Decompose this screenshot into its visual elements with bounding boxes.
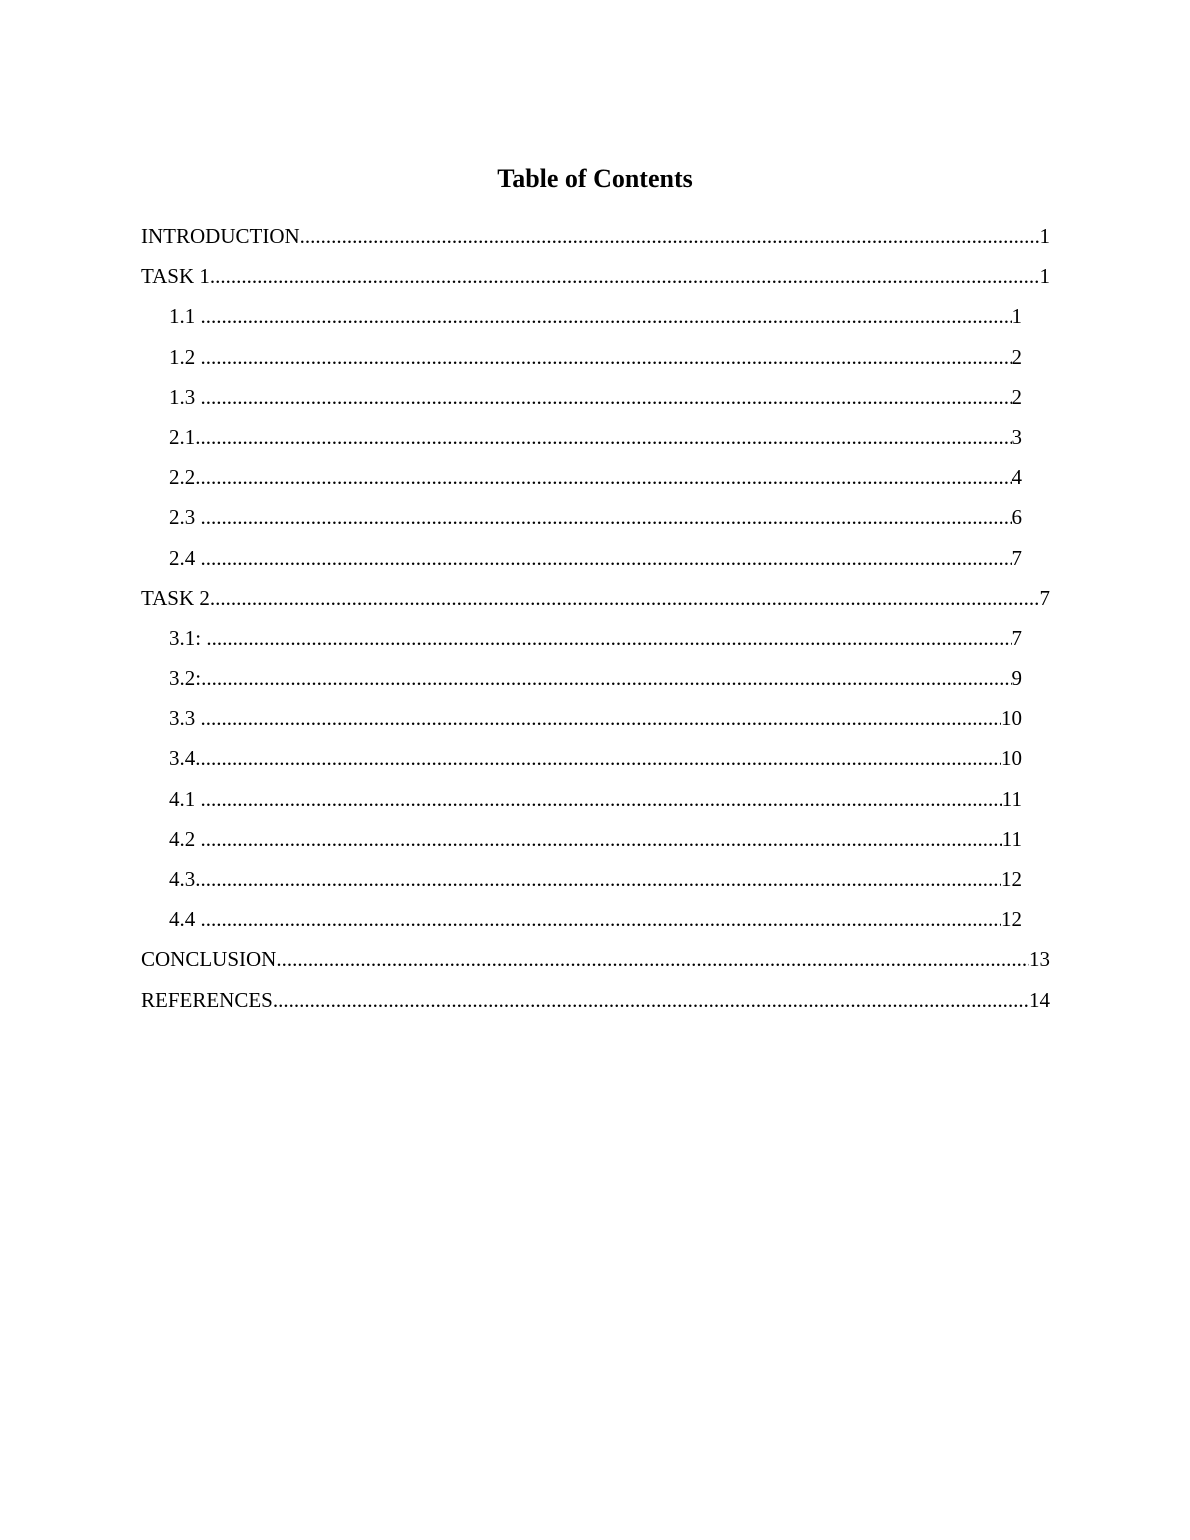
toc-entry[interactable]: [0, 501, 1190, 541]
toc-entry-page: 11: [1001, 786, 1022, 811]
toc-title: Table of Contents: [497, 164, 693, 193]
toc-entry-label: 2.1: [169, 424, 196, 449]
toc-dot-leader: [201, 823, 1002, 855]
toc-entry-label: 4.4: [169, 907, 201, 932]
toc-entry[interactable]: [0, 421, 1190, 461]
toc-entry[interactable]: [0, 220, 1190, 260]
toc-entry[interactable]: [0, 461, 1190, 501]
toc-entry-label: 4.2: [169, 826, 201, 851]
toc-dot-leader: [210, 582, 1040, 614]
toc-entry[interactable]: [0, 542, 1190, 582]
toc-entry-label: 2.4: [169, 545, 201, 570]
toc-entry-label: TASK 1: [141, 264, 210, 289]
toc-dot-leader: [206, 622, 1011, 654]
toc-entry-label: INTRODUCTION: [141, 224, 300, 248]
toc-entry-page: 4: [1011, 465, 1022, 490]
toc-dot-leader: [201, 542, 1012, 574]
toc-entry-page: 12: [1001, 907, 1022, 932]
toc-dot-leader: [201, 783, 1002, 815]
toc-entry-page: 2: [1011, 384, 1022, 409]
toc-entry-page: 7: [1039, 585, 1050, 610]
toc-dot-leader: [300, 220, 1040, 252]
toc-entry-page: 11: [1001, 826, 1022, 851]
toc-entry[interactable]: [0, 702, 1190, 742]
toc-dot-leader: [195, 461, 1011, 493]
toc-dot-leader: [201, 662, 1011, 694]
toc-entry-label: 1.2: [169, 344, 201, 369]
toc-entry-label: CONCLUSION: [141, 947, 277, 972]
toc-entry[interactable]: [0, 622, 1190, 662]
toc-entry-label: 1.3: [169, 384, 201, 409]
toc-entry-page: 7: [1011, 545, 1022, 570]
toc-entry-page: 13: [1029, 947, 1050, 972]
toc-entry[interactable]: [0, 742, 1190, 782]
toc-dot-leader: [201, 702, 1002, 734]
toc-entry-page: 1: [1039, 224, 1050, 248]
toc-entry-label: 2.2: [169, 465, 196, 490]
toc-entry[interactable]: [0, 823, 1190, 863]
toc-entry-label: 4.3: [169, 867, 196, 891]
toc-entry[interactable]: [0, 381, 1190, 421]
toc-entry-page: 9: [1011, 666, 1022, 691]
toc-entry-page: 3: [1011, 424, 1022, 449]
toc-entry-label: 1.1: [169, 304, 201, 329]
toc-entry-page: 7: [1011, 625, 1022, 650]
toc-entry[interactable]: [0, 341, 1190, 381]
toc-entry[interactable]: [0, 662, 1190, 702]
toc-dot-leader: [273, 984, 1029, 1016]
toc-entry[interactable]: [0, 863, 1190, 903]
toc-dot-leader: [201, 341, 1012, 373]
toc-entry[interactable]: [0, 783, 1190, 823]
toc-entry-label: TASK 2: [141, 585, 210, 610]
toc-dot-leader: [210, 260, 1040, 292]
toc-entry-label: REFERENCES: [141, 987, 273, 1012]
toc-entry-page: 1: [1039, 264, 1050, 289]
toc-dot-leader: [195, 742, 1001, 774]
toc-list: [0, 220, 1190, 1024]
toc-entry-page: 6: [1011, 505, 1022, 530]
toc-entry-page: 2: [1011, 344, 1022, 369]
toc-dot-leader: [276, 943, 1029, 975]
toc-entry[interactable]: [0, 300, 1190, 340]
toc-entry-label: 2.3: [169, 505, 201, 530]
toc-entry-label: 3.4: [169, 746, 196, 771]
toc-entry-label: 3.2:: [169, 666, 202, 691]
toc-dot-leader: [195, 421, 1011, 453]
toc-entry[interactable]: [0, 943, 1190, 983]
toc-entry-page: 12: [1001, 867, 1022, 891]
toc-dot-leader: [201, 381, 1012, 413]
toc-entry-label: 3.3: [169, 706, 201, 731]
toc-entry[interactable]: [0, 903, 1190, 943]
toc-entry-page: 1: [1011, 304, 1022, 329]
toc-entry[interactable]: [0, 984, 1190, 1024]
toc-entry-page: 10: [1001, 746, 1022, 771]
toc-entry[interactable]: [0, 260, 1190, 300]
toc-entry-label: 4.1: [169, 786, 201, 811]
toc-dot-leader: [195, 863, 1001, 895]
toc-entry[interactable]: [0, 582, 1190, 622]
toc-dot-leader: [201, 300, 1012, 332]
toc-entry-page: 14: [1029, 987, 1050, 1012]
toc-dot-leader: [201, 501, 1012, 533]
toc-entry-page: 10: [1001, 706, 1022, 731]
toc-dot-leader: [201, 903, 1002, 935]
toc-entry-label: 3.1:: [169, 625, 207, 650]
